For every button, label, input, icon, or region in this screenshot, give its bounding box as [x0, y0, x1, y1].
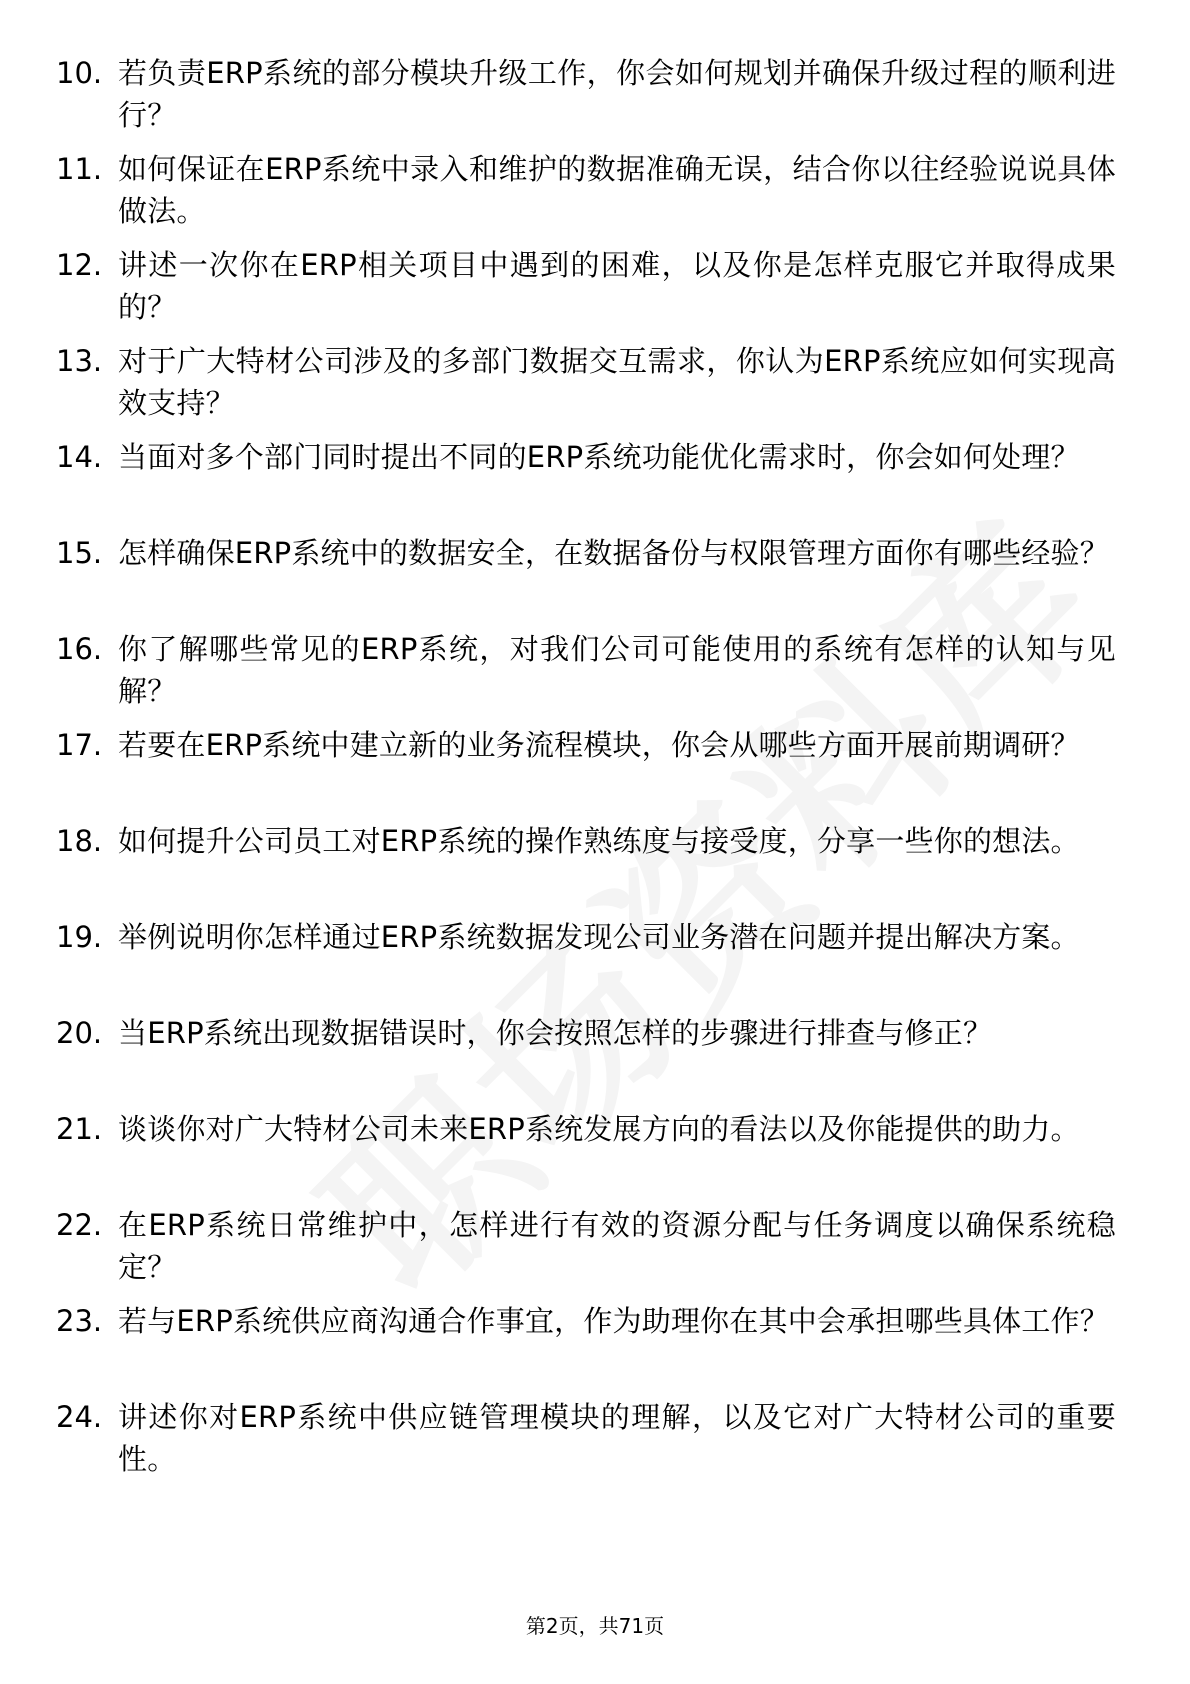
list-item	[56, 1300, 1116, 1396]
question-text: 若负责ERP系统的部分模块升级工作，你会如何规划并确保升级过程的顺利进行？	[118, 56, 1116, 132]
list-item	[56, 724, 1116, 820]
question-number: 13.	[56, 344, 103, 378]
question-number: 22.	[56, 1208, 103, 1242]
list-item	[56, 244, 1116, 340]
list-item	[56, 148, 1116, 244]
question-text: 若与ERP系统供应商沟通合作事宜，作为助理你在其中会承担哪些具体工作？	[118, 1304, 1109, 1338]
question-number: 15.	[56, 536, 103, 570]
question-text: 怎样确保ERP系统中的数据安全，在数据备份与权限管理方面你有哪些经验？	[118, 536, 1109, 570]
list-item	[56, 820, 1116, 916]
question-text: 当ERP系统出现数据错误时，你会按照怎样的步骤进行排查与修正？	[118, 1016, 993, 1050]
question-number: 16.	[56, 632, 103, 666]
list-item	[56, 436, 1116, 532]
question-number: 11.	[56, 152, 103, 186]
list-item	[56, 1012, 1116, 1108]
list-item	[56, 1108, 1116, 1204]
question-number: 23.	[56, 1304, 103, 1338]
question-text: 你了解哪些常见的ERP系统，对我们公司可能使用的系统有怎样的认知与见解？	[118, 632, 1116, 708]
list-item	[56, 1204, 1116, 1300]
question-text: 在ERP系统日常维护中，怎样进行有效的资源分配与任务调度以确保系统稳定？	[118, 1208, 1116, 1284]
question-text: 当面对多个部门同时提出不同的ERP系统功能优化需求时，你会如何处理？	[118, 440, 1080, 474]
question-text: 举例说明你怎样通过ERP系统数据发现公司业务潜在问题并提出解决方案。	[118, 920, 1080, 954]
question-text: 如何提升公司员工对ERP系统的操作熟练度与接受度，分享一些你的想法。	[118, 824, 1080, 858]
list-item	[56, 916, 1116, 1012]
question-number: 10.	[56, 56, 103, 90]
list-item	[56, 532, 1116, 628]
question-number: 21.	[56, 1112, 103, 1146]
question-number: 12.	[56, 248, 103, 282]
question-number: 14.	[56, 440, 103, 474]
list-item	[56, 52, 1116, 148]
question-list	[56, 52, 1116, 1492]
list-item	[56, 628, 1116, 724]
page-number-footer: 第2页，共71页	[525, 1614, 665, 1638]
list-item	[56, 1396, 1116, 1492]
question-number: 17.	[56, 728, 103, 762]
question-text: 讲述你对ERP系统中供应链管理模块的理解，以及它对广大特材公司的重要性。	[118, 1400, 1116, 1476]
question-text: 讲述一次你在ERP相关项目中遇到的困难，以及你是怎样克服它并取得成果的？	[118, 248, 1116, 324]
question-text: 对于广大特材公司涉及的多部门数据交互需求，你认为ERP系统应如何实现高效支持？	[118, 344, 1116, 420]
question-text: 若要在ERP系统中建立新的业务流程模块，你会从哪些方面开展前期调研？	[118, 728, 1080, 762]
question-text: 如何保证在ERP系统中录入和维护的数据准确无误，结合你以往经验说说具体做法。	[118, 152, 1116, 228]
question-number: 24.	[56, 1400, 103, 1434]
question-number: 19.	[56, 920, 103, 954]
question-text: 谈谈你对广大特材公司未来ERP系统发展方向的看法以及你能提供的助力。	[118, 1112, 1080, 1146]
list-item	[56, 340, 1116, 436]
question-number: 20.	[56, 1016, 103, 1050]
question-number: 18.	[56, 824, 103, 858]
